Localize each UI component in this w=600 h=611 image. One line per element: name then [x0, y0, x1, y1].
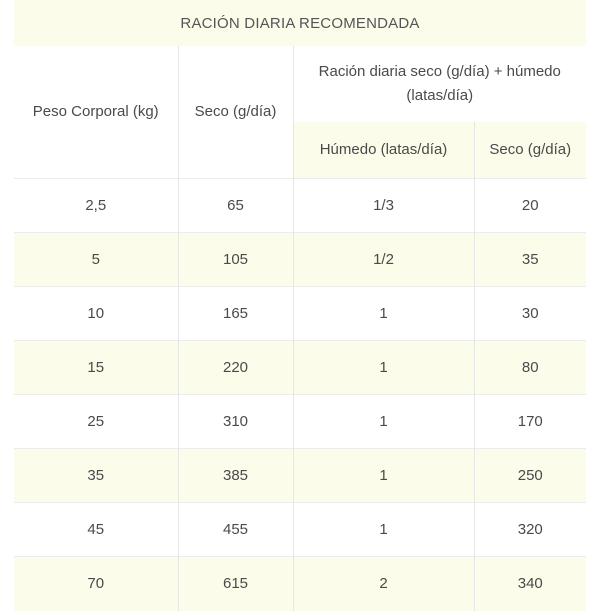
cell-seco: 65	[178, 179, 293, 233]
cell-peso: 2,5	[14, 179, 178, 233]
cell-seco-mix: 340	[474, 557, 586, 611]
cell-humedo: 1	[293, 503, 474, 557]
header-seco: Seco (g/día)	[178, 46, 293, 179]
cell-seco-mix: 20	[474, 179, 586, 233]
daily-ration-table	[14, 0, 586, 611]
cell-seco-mix: 80	[474, 341, 586, 395]
cell-humedo: 1	[293, 341, 474, 395]
cell-peso: 5	[14, 233, 178, 287]
table-row	[14, 341, 586, 395]
cell-seco: 455	[178, 503, 293, 557]
header-seco-sub: Seco (g/día)	[474, 122, 586, 179]
cell-humedo: 1	[293, 287, 474, 341]
cell-humedo: 1/3	[293, 179, 474, 233]
cell-seco: 220	[178, 341, 293, 395]
cell-seco-mix: 320	[474, 503, 586, 557]
header-humedo-sub: Húmedo (latas/día)	[293, 122, 474, 179]
table-row	[14, 395, 586, 449]
table-title: RACIÓN DIARIA RECOMENDADA	[14, 0, 586, 46]
table-row	[14, 287, 586, 341]
cell-peso: 35	[14, 449, 178, 503]
cell-seco-mix: 170	[474, 395, 586, 449]
cell-peso: 70	[14, 557, 178, 611]
cell-humedo: 2	[293, 557, 474, 611]
cell-peso: 15	[14, 341, 178, 395]
table-row	[14, 449, 586, 503]
feeding-table-container	[14, 0, 586, 611]
table-body	[14, 179, 586, 611]
cell-humedo: 1/2	[293, 233, 474, 287]
cell-seco: 385	[178, 449, 293, 503]
cell-seco: 310	[178, 395, 293, 449]
cell-seco: 165	[178, 287, 293, 341]
cell-humedo: 1	[293, 395, 474, 449]
cell-seco-mix: 250	[474, 449, 586, 503]
table-row	[14, 503, 586, 557]
cell-seco: 105	[178, 233, 293, 287]
table-row	[14, 557, 586, 611]
table-row	[14, 179, 586, 233]
header-peso-corporal: Peso Corporal (kg)	[14, 46, 178, 179]
table-row	[14, 233, 586, 287]
cell-peso: 45	[14, 503, 178, 557]
cell-seco-mix: 30	[474, 287, 586, 341]
header-mixed-ration: Ración diaria seco (g/día) + húmedo (latas/día)	[293, 46, 586, 122]
cell-seco-mix: 35	[474, 233, 586, 287]
cell-humedo: 1	[293, 449, 474, 503]
cell-peso: 25	[14, 395, 178, 449]
cell-seco: 615	[178, 557, 293, 611]
cell-peso: 10	[14, 287, 178, 341]
